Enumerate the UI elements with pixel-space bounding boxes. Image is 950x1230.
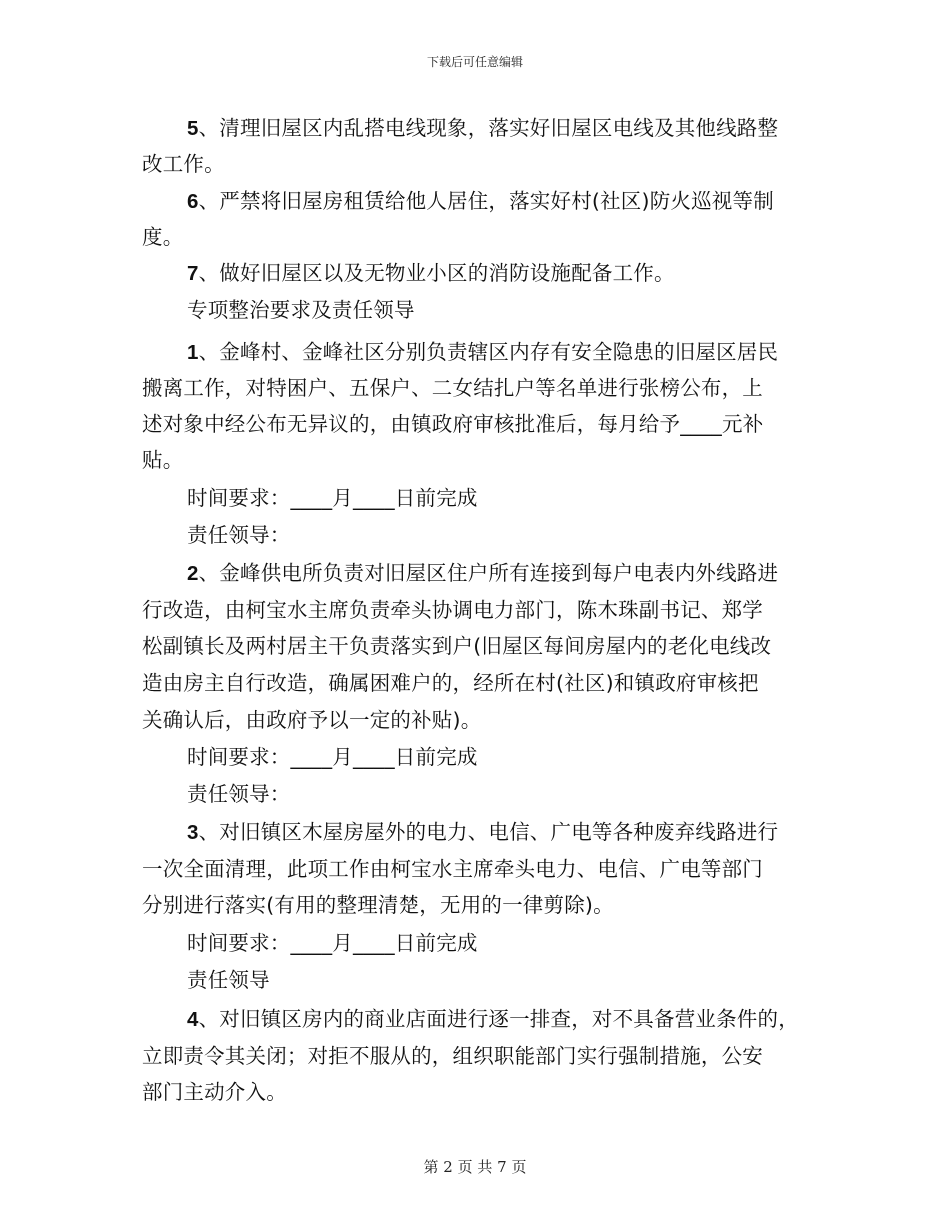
paragraph-line: 述对象中经公布无异议的，由镇政府审核批准后，每月给予____元补 [142,412,764,436]
paragraph-line: 贴。 [142,448,184,472]
item-number: 1 [187,341,199,364]
paragraph-line: 造由房主自行改造，确属困难户的，经所在村(社区)和镇政府审核把 [142,671,759,695]
line-text: 、对旧镇区房内的商业店面进行逐一排查，对不具备营业条件的， [198,1007,799,1031]
paragraph-line: 分别进行落实(有用的整理清楚，无用的一律剪除)。 [142,893,614,917]
item-number: 2 [187,562,199,585]
paragraph-line: 度。 [142,225,184,249]
paragraph-line [187,1005,799,1034]
item-number: 5 [187,117,199,140]
paragraph-line [187,259,675,288]
section-heading: 专项整治要求及责任领导 [187,298,415,322]
item-number: 3 [187,821,199,844]
paragraph-line: 立即责令其关闭；对拒不服从的，组织职能部门实行强制措施，公安 [142,1044,763,1068]
page-number: 第 2 页 共 7 页 [423,1158,527,1176]
time-requirement: 时间要求：____月____日前完成 [187,931,478,955]
responsible-leader: 责任领导 [187,968,270,992]
header-note: 下载后可任意编辑 [426,55,523,69]
item-number: 4 [187,1008,199,1031]
line-text: 、金峰村、金峰社区分别负责辖区内存有安全隐患的旧屋区居民 [198,340,779,364]
line-text: 、金峰供电所负责对旧屋区住户所有连接到每户电表内外线路进 [198,561,779,585]
paragraph-line: 改工作。 [142,152,225,176]
line-text: 、对旧镇区木屋房屋外的电力、电信、广电等各种废弃线路进行 [198,820,779,844]
responsible-leader: 责任领导： [187,523,291,547]
paragraph-line: 搬离工作，对特困户、五保户、二女结扎户等名单进行张榜公布，上 [142,376,763,400]
time-requirement: 时间要求：____月____日前完成 [187,486,478,510]
item-number: 6 [187,190,199,213]
paragraph-line: 一次全面清理，此项工作由柯宝水主席牵头电力、电信、广电等部门 [142,857,763,881]
line-text: 、严禁将旧屋房租赁给他人居住，落实好村(社区)防火巡视等制 [198,189,774,213]
paragraph-line [187,818,778,847]
paragraph-line [187,338,778,367]
time-requirement: 时间要求：____月____日前完成 [187,745,478,769]
paragraph-line [187,187,774,216]
item-number: 7 [187,262,199,285]
paragraph-line: 关确认后，由政府予以一定的补贴)。 [142,708,482,732]
paragraph-line [187,559,778,588]
responsible-leader: 责任领导： [187,782,291,806]
paragraph-line: 行改造，由柯宝水主席负责牵头协调电力部门，陈木珠副书记、郑学 [142,598,763,622]
line-text: 、清理旧屋区内乱搭电线现象，落实好旧屋区电线及其他线路整 [198,116,779,140]
paragraph-line: 部门主动介入。 [142,1080,287,1104]
paragraph-line: 松副镇长及两村居主干负责落实到户(旧屋区每间房屋内的老化电线改 [142,634,772,658]
line-text: 、做好旧屋区以及无物业小区的消防设施配备工作。 [198,261,675,285]
paragraph-line [187,114,778,143]
